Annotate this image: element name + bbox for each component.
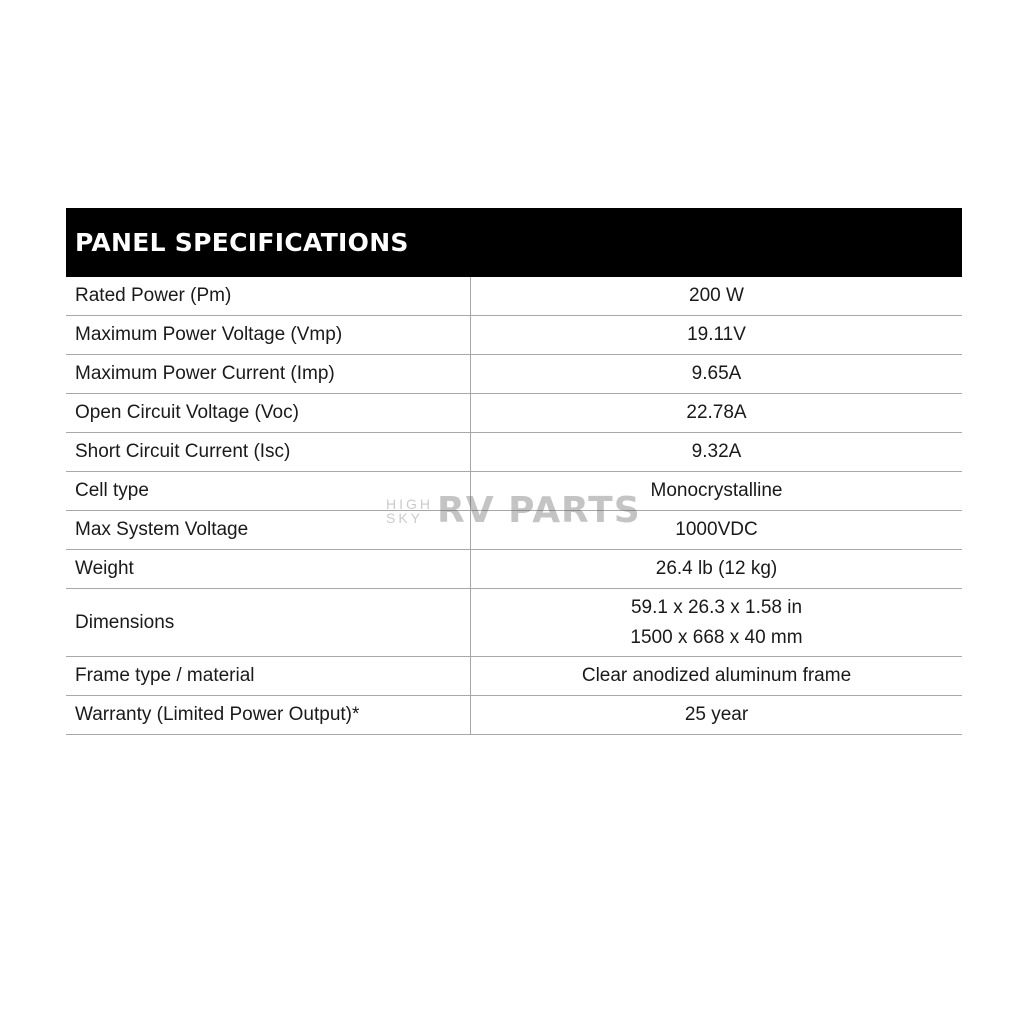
dimensions-metric: 1500 x 668 x 40 mm <box>630 626 803 648</box>
spec-row-dimensions <box>66 589 962 657</box>
spec-label: Maximum Power Current (Imp) <box>66 355 471 393</box>
table-header <box>66 208 962 277</box>
spec-value: 26.4 lb (12 kg) <box>655 558 778 579</box>
spec-label: Weight <box>66 550 471 588</box>
spec-value: 200 W <box>689 285 744 306</box>
spec-value: Monocrystalline <box>650 480 783 501</box>
spec-value: 25 year <box>684 704 749 725</box>
spec-row-rated-power <box>66 277 962 316</box>
spec-value: 19.11V <box>687 324 746 345</box>
spec-label: Rated Power (Pm) <box>66 277 471 315</box>
spec-label: Warranty (Limited Power Output)* <box>66 696 471 734</box>
spec-row-cell-type <box>66 472 962 511</box>
spec-row-warranty <box>66 696 962 735</box>
dimensions-imperial: 59.1 x 26.3 x 1.58 in <box>630 596 803 618</box>
spec-value <box>471 589 962 656</box>
spec-row-weight <box>66 550 962 589</box>
spec-label: Short Circuit Current (Isc) <box>66 433 471 471</box>
spec-label: Frame type / material <box>66 657 471 695</box>
panel-specifications-table <box>66 208 962 735</box>
spec-value: 22.78A <box>686 402 747 423</box>
watermark-brand: RV PARTS <box>437 490 641 531</box>
spec-row-max-system-voltage <box>66 511 962 550</box>
spec-value: Clear anodized aluminum frame <box>581 665 852 686</box>
spec-row-open-circuit-voltage <box>66 394 962 433</box>
spec-value: 9.65A <box>691 363 742 384</box>
spec-label: Dimensions <box>66 589 471 656</box>
spec-rows <box>66 277 962 735</box>
spec-row-short-circuit-current <box>66 433 962 472</box>
spec-row-max-power-voltage <box>66 316 962 355</box>
spec-value: 1000VDC <box>675 519 758 540</box>
spec-row-max-power-current <box>66 355 962 394</box>
spec-label: Open Circuit Voltage (Voc) <box>66 394 471 432</box>
watermark-small-text: HIGH SKY <box>386 495 433 526</box>
spec-label: Cell type <box>66 472 471 510</box>
table-title: PANEL SPECIFICATIONS <box>75 228 409 257</box>
spec-label: Max System Voltage <box>66 511 471 549</box>
spec-label: Maximum Power Voltage (Vmp) <box>66 316 471 354</box>
spec-value: 9.32A <box>691 441 742 462</box>
spec-row-frame-type <box>66 657 962 696</box>
